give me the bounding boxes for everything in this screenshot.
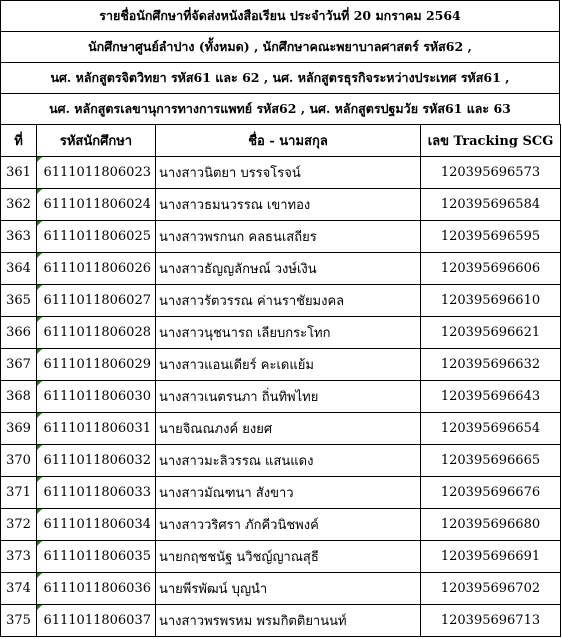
column-header-tracking[interactable]: เลข Tracking SCG: [421, 125, 561, 157]
student-name-cell[interactable]: นางสาวนุชนารถ เลียบกระโทก: [156, 317, 421, 349]
row-number-cell[interactable]: 374: [1, 573, 37, 605]
column-header-no[interactable]: ที่: [1, 125, 37, 157]
tracking-number-cell[interactable]: 120395696680: [421, 509, 561, 541]
table-row: [1, 285, 561, 317]
table-row: [1, 253, 561, 285]
student-id-cell[interactable]: 6111011806026: [37, 253, 156, 285]
row-number-cell[interactable]: 361: [1, 157, 37, 189]
student-id-cell[interactable]: 6111011806027: [37, 285, 156, 317]
table-row: [1, 381, 561, 413]
column-header-student-id[interactable]: รหัสนักศึกษา: [37, 125, 156, 157]
table-row: [1, 605, 561, 637]
row-number-cell[interactable]: 366: [1, 317, 37, 349]
column-header-name[interactable]: ชื่อ - นามสกุล: [156, 125, 421, 157]
row-number-cell[interactable]: 367: [1, 349, 37, 381]
row-number-cell[interactable]: 373: [1, 541, 37, 573]
student-name-cell[interactable]: นางสาวรัตวรรณ ค่านราชัยมงคล: [156, 285, 421, 317]
tracking-number-cell[interactable]: 120395696621: [421, 317, 561, 349]
row-number-cell[interactable]: 375: [1, 605, 37, 637]
student-name-cell[interactable]: นางสาวธมนวรรณ เขาทอง: [156, 189, 421, 221]
student-id-cell[interactable]: 6111011806034: [37, 509, 156, 541]
title-row-4: นศ. หลักสูตรเลขานุการทางการแพทย์ รหัส62 , นศ. หลักสูตรปฐมวัย รหัส61 และ 63: [0, 93, 560, 124]
student-name-cell[interactable]: นายจิณณภงค์ ยงยศ: [156, 413, 421, 445]
student-name-cell[interactable]: นางสาวเนตรนภา ถิ่นทิพไทย: [156, 381, 421, 413]
student-id-cell[interactable]: 6111011806028: [37, 317, 156, 349]
row-number-cell[interactable]: 372: [1, 509, 37, 541]
table-row: [1, 477, 561, 509]
row-number-cell[interactable]: 363: [1, 221, 37, 253]
tracking-number-cell[interactable]: 120395696632: [421, 349, 561, 381]
student-name-cell[interactable]: นางสาวแอนเดียร์ คะเดแย้ม: [156, 349, 421, 381]
row-number-cell[interactable]: 370: [1, 445, 37, 477]
table-row: [1, 189, 561, 221]
student-id-cell[interactable]: 6111011806024: [37, 189, 156, 221]
row-number-cell[interactable]: 368: [1, 381, 37, 413]
student-name-cell[interactable]: นางสาวธัญญลักษณ์ วงษ์เงิน: [156, 253, 421, 285]
row-number-cell[interactable]: 371: [1, 477, 37, 509]
row-number-cell[interactable]: 364: [1, 253, 37, 285]
student-name-cell[interactable]: นางสาวพรกนก คลธนเสถียร: [156, 221, 421, 253]
row-number-cell[interactable]: 362: [1, 189, 37, 221]
tracking-number-cell[interactable]: 120395696610: [421, 285, 561, 317]
student-name-cell[interactable]: นางสาววริศรา ภักคีวนิชพงค์: [156, 509, 421, 541]
table-row: [1, 413, 561, 445]
table-row: [1, 349, 561, 381]
student-name-cell[interactable]: นางสาวมะลิวรรณ แสนแดง: [156, 445, 421, 477]
student-table: [0, 124, 561, 637]
student-id-cell[interactable]: 6111011806036: [37, 573, 156, 605]
student-id-cell[interactable]: 6111011806033: [37, 477, 156, 509]
row-number-cell[interactable]: 365: [1, 285, 37, 317]
student-name-cell[interactable]: นางสาวนิตยา บรรจโรจน์: [156, 157, 421, 189]
table-row: [1, 157, 561, 189]
title-row-3: นศ. หลักสูตรจิตวิทยา รหัส61 และ 62 , นศ. หลักสูตรธุรกิจระหว่างประเทศ รหัส61 ,: [0, 62, 560, 93]
student-id-cell[interactable]: 6111011806025: [37, 221, 156, 253]
student-name-cell[interactable]: นางสาวมัณฑนา สังขาว: [156, 477, 421, 509]
student-id-cell[interactable]: 6111011806023: [37, 157, 156, 189]
student-id-cell[interactable]: 6111011806029: [37, 349, 156, 381]
tracking-number-cell[interactable]: 120395696654: [421, 413, 561, 445]
student-id-cell[interactable]: 6111011806032: [37, 445, 156, 477]
tracking-number-cell[interactable]: 120395696584: [421, 189, 561, 221]
tracking-number-cell[interactable]: 120395696573: [421, 157, 561, 189]
table-row: [1, 509, 561, 541]
student-name-cell[interactable]: นายพีรพัฒน์ บุญนำ: [156, 573, 421, 605]
student-id-cell[interactable]: 6111011806030: [37, 381, 156, 413]
title-row-1: รายชื่อนักศึกษาที่จัดส่งหนังสือเรียน ประจำวันที่ 20 มกราคม 2564: [0, 0, 560, 31]
title-row-2: นักศึกษาศูนย์ลำปาง (ทั้งหมด) , นักศึกษาคณะพยาบาลศาสตร์ รหัส62 ,: [0, 31, 560, 62]
student-id-cell[interactable]: 6111011806037: [37, 605, 156, 637]
tracking-number-cell[interactable]: 120395696713: [421, 605, 561, 637]
table-row: [1, 573, 561, 605]
student-id-cell[interactable]: 6111011806035: [37, 541, 156, 573]
tracking-number-cell[interactable]: 120395696606: [421, 253, 561, 285]
tracking-number-cell[interactable]: 120395696676: [421, 477, 561, 509]
student-name-cell[interactable]: นางสาวพรพรหม พรมกิตติยานนท์: [156, 605, 421, 637]
tracking-number-cell[interactable]: 120395696665: [421, 445, 561, 477]
student-name-cell[interactable]: นายกฤชชนัฐ นวิชญ์ญาณสุธี: [156, 541, 421, 573]
tracking-number-cell[interactable]: 120395696595: [421, 221, 561, 253]
student-id-cell[interactable]: 6111011806031: [37, 413, 156, 445]
table-row: [1, 445, 561, 477]
table-row: [1, 221, 561, 253]
tracking-number-cell[interactable]: 120395696691: [421, 541, 561, 573]
table-header-row: [1, 125, 561, 157]
table-row: [1, 541, 561, 573]
row-number-cell[interactable]: 369: [1, 413, 37, 445]
table-row: [1, 317, 561, 349]
tracking-number-cell[interactable]: 120395696643: [421, 381, 561, 413]
tracking-number-cell[interactable]: 120395696702: [421, 573, 561, 605]
